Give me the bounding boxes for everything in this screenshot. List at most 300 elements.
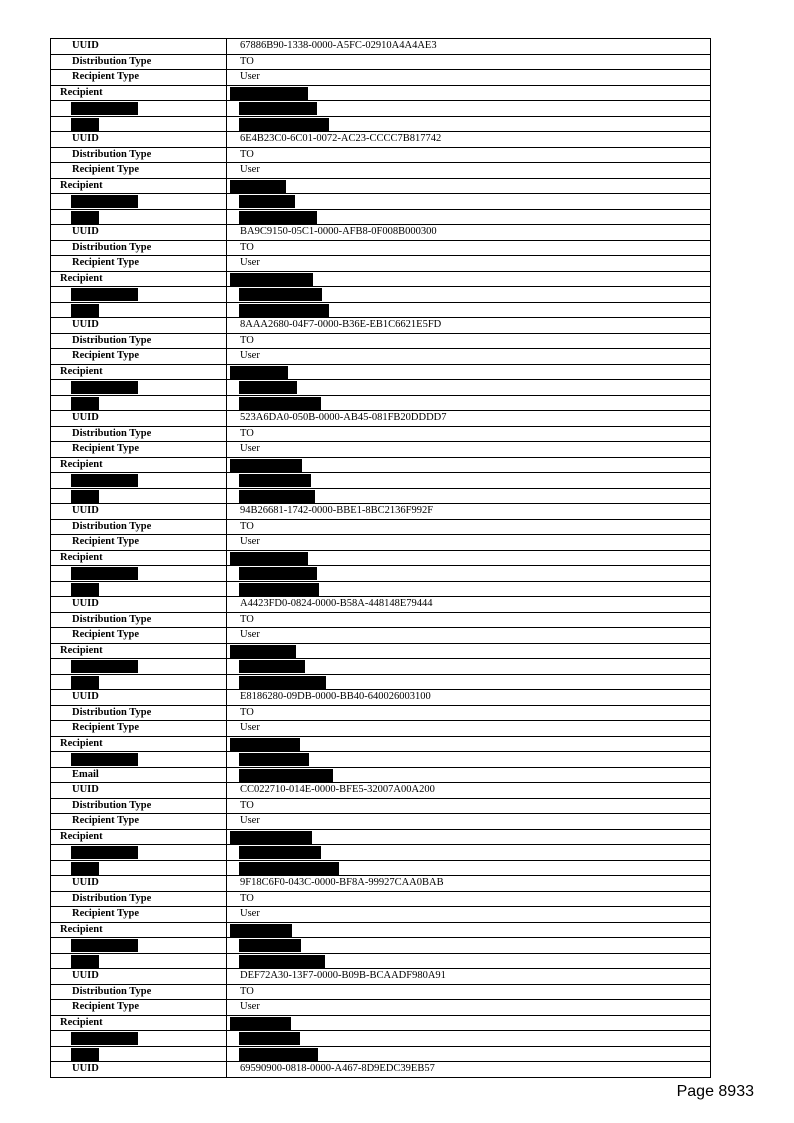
uuid-value: DEF72A30-13F7-0000-B09B-BCAADF980A91 (240, 970, 446, 982)
recipient-label-cell (51, 1015, 227, 1031)
redaction-box (230, 180, 286, 193)
table-row (51, 225, 711, 241)
table-row (51, 736, 711, 752)
uuid-label: UUID (72, 691, 99, 703)
uuid-label: UUID (72, 319, 99, 331)
email-label: Email (72, 768, 99, 780)
table-row (51, 194, 711, 210)
distribution-type-label-cell (51, 612, 227, 628)
redaction-box (239, 102, 317, 115)
redaction-box (230, 366, 288, 379)
redaction-box (71, 583, 99, 596)
redaction-box (71, 474, 138, 487)
table-row (51, 395, 711, 411)
recipient-field-value-cell (227, 659, 711, 675)
recipient-field-value-cell (227, 116, 711, 132)
recipient-type-label: Recipient Type (72, 908, 139, 920)
table-row (51, 132, 711, 148)
recipient-type-label-cell (51, 907, 227, 923)
recipient-field-label-cell (51, 767, 227, 783)
recipient-field-label-cell (51, 1046, 227, 1062)
distribution-type-label: Distribution Type (72, 334, 152, 346)
uuid-value-cell (227, 1062, 711, 1078)
redaction-box (71, 567, 138, 580)
recipient-type-label: Recipient Type (72, 257, 139, 269)
recipient-type-value: User (240, 536, 260, 548)
recipient-field-value-cell (227, 302, 711, 318)
table-row (51, 612, 711, 628)
redaction-box (239, 660, 305, 673)
distribution-type-label-cell (51, 333, 227, 349)
recipient-type-label-cell (51, 349, 227, 365)
distribution-type-label: Distribution Type (72, 55, 152, 67)
distribution-type-label: Distribution Type (72, 985, 152, 997)
recipient-label-cell (51, 271, 227, 287)
uuid-value-cell (227, 39, 711, 55)
table-row (51, 938, 711, 954)
recipient-field-value-cell (227, 752, 711, 768)
redaction-box (71, 304, 99, 317)
table-row (51, 426, 711, 442)
recipient-field-label-cell (51, 302, 227, 318)
uuid-value-cell (227, 504, 711, 520)
table-row (51, 504, 711, 520)
redaction-box (71, 1032, 138, 1045)
distribution-type-value-cell (227, 891, 711, 907)
recipient-value-cell (227, 643, 711, 659)
distribution-type-value: TO (240, 334, 254, 346)
redaction-box (230, 459, 302, 472)
uuid-label-cell (51, 39, 227, 55)
distribution-type-value: TO (240, 241, 254, 253)
redaction-box (239, 862, 339, 875)
uuid-label-cell (51, 690, 227, 706)
table-row (51, 550, 711, 566)
recipient-log-table (50, 38, 711, 1078)
distribution-type-value: TO (240, 892, 254, 904)
uuid-label: UUID (72, 40, 99, 52)
table-row (51, 798, 711, 814)
recipient-type-value: User (240, 257, 260, 269)
table-row (51, 1062, 711, 1078)
table-row (51, 907, 711, 923)
recipient-label: Recipient (60, 458, 103, 470)
redaction-box (71, 490, 99, 503)
recipient-type-label-cell (51, 721, 227, 737)
table-row (51, 767, 711, 783)
redaction-box (239, 955, 325, 968)
recipient-type-value-cell (227, 1000, 711, 1016)
table-row (51, 1046, 711, 1062)
distribution-type-label-cell (51, 891, 227, 907)
uuid-value: 6E4B23C0-6C01-0072-AC23-CCCC7B817742 (240, 133, 442, 145)
uuid-label: UUID (72, 133, 99, 145)
recipient-label-cell (51, 457, 227, 473)
recipient-type-label-cell (51, 1000, 227, 1016)
recipient-type-value: User (240, 164, 260, 176)
table-row (51, 860, 711, 876)
recipient-type-value-cell (227, 70, 711, 86)
table-row (51, 721, 711, 737)
table-row (51, 876, 711, 892)
uuid-value: 69590900-0818-0000-A467-8D9EDC39EB57 (240, 1063, 435, 1075)
redaction-box (230, 924, 292, 937)
redaction-box (230, 87, 308, 100)
table-row (51, 333, 711, 349)
recipient-field-value-cell (227, 209, 711, 225)
recipient-type-label-cell (51, 535, 227, 551)
recipient-type-value-cell (227, 442, 711, 458)
uuid-label-cell (51, 969, 227, 985)
recipient-value-cell (227, 178, 711, 194)
recipient-type-label: Recipient Type (72, 722, 139, 734)
table-row (51, 752, 711, 768)
redaction-box (239, 1032, 300, 1045)
table-row (51, 411, 711, 427)
table-row (51, 457, 711, 473)
distribution-type-label: Distribution Type (72, 706, 152, 718)
table-row (51, 70, 711, 86)
table-row (51, 209, 711, 225)
recipient-value-cell (227, 829, 711, 845)
uuid-label: UUID (72, 226, 99, 238)
recipient-value-cell (227, 271, 711, 287)
recipient-type-label: Recipient Type (72, 629, 139, 641)
distribution-type-value: TO (240, 148, 254, 160)
recipient-field-label-cell (51, 1031, 227, 1047)
recipient-type-label: Recipient Type (72, 443, 139, 455)
recipient-type-label-cell (51, 256, 227, 272)
uuid-value: E8186280-09DB-0000-BB40-640026003100 (240, 691, 431, 703)
recipient-field-label-cell (51, 380, 227, 396)
redaction-box (230, 645, 296, 658)
recipient-type-value: User (240, 908, 260, 920)
uuid-label-cell (51, 876, 227, 892)
distribution-type-label-cell (51, 426, 227, 442)
redaction-box (239, 381, 297, 394)
recipient-label: Recipient (60, 830, 103, 842)
recipient-type-value-cell (227, 163, 711, 179)
redaction-box (71, 660, 138, 673)
distribution-type-value: TO (240, 985, 254, 997)
redaction-box (239, 397, 321, 410)
recipient-type-value-cell (227, 907, 711, 923)
table-row (51, 116, 711, 132)
distribution-type-value-cell (227, 798, 711, 814)
table-row (51, 1031, 711, 1047)
recipient-type-label-cell (51, 814, 227, 830)
recipient-type-label: Recipient Type (72, 350, 139, 362)
table-row (51, 969, 711, 985)
recipient-field-value-cell (227, 395, 711, 411)
redaction-box (239, 567, 317, 580)
recipient-type-value-cell (227, 535, 711, 551)
recipient-field-value-cell (227, 380, 711, 396)
recipient-field-value-cell (227, 101, 711, 117)
recipient-field-label-cell (51, 116, 227, 132)
table-row (51, 845, 711, 861)
table-row (51, 54, 711, 70)
recipient-type-label-cell (51, 163, 227, 179)
table-row (51, 380, 711, 396)
recipient-label: Recipient (60, 923, 103, 935)
table-row (51, 690, 711, 706)
table-row (51, 271, 711, 287)
uuid-value-cell (227, 318, 711, 334)
table-row (51, 643, 711, 659)
uuid-value: 523A6DA0-050B-0000-AB45-081FB20DDDD7 (240, 412, 447, 424)
recipient-label-cell (51, 178, 227, 194)
recipient-field-value-cell (227, 860, 711, 876)
distribution-type-label-cell (51, 705, 227, 721)
uuid-label-cell (51, 411, 227, 427)
redaction-box (239, 118, 329, 131)
recipient-label-cell (51, 364, 227, 380)
recipient-label: Recipient (60, 551, 103, 563)
table-row (51, 318, 711, 334)
uuid-value: A4423FD0-0824-0000-B58A-448148E79444 (240, 598, 433, 610)
redaction-box (71, 118, 99, 131)
table-row (51, 287, 711, 303)
distribution-type-value: TO (240, 55, 254, 67)
recipient-value-cell (227, 1015, 711, 1031)
uuid-label-cell (51, 1062, 227, 1078)
redaction-box (71, 846, 138, 859)
recipient-log-body (51, 39, 711, 1078)
table-row (51, 488, 711, 504)
table-row (51, 535, 711, 551)
table-row (51, 163, 711, 179)
recipient-type-label: Recipient Type (72, 536, 139, 548)
distribution-type-value: TO (240, 706, 254, 718)
distribution-type-value-cell (227, 519, 711, 535)
distribution-type-value-cell (227, 612, 711, 628)
redaction-box (71, 862, 99, 875)
redaction-box (71, 195, 138, 208)
redaction-box (239, 676, 326, 689)
uuid-label-cell (51, 225, 227, 241)
recipient-value-cell (227, 550, 711, 566)
recipient-field-label-cell (51, 194, 227, 210)
distribution-type-label: Distribution Type (72, 241, 152, 253)
table-row (51, 814, 711, 830)
distribution-type-value-cell (227, 333, 711, 349)
distribution-type-label: Distribution Type (72, 427, 152, 439)
redaction-box (239, 1048, 318, 1061)
recipient-label-cell (51, 643, 227, 659)
distribution-type-value-cell (227, 54, 711, 70)
recipient-field-label-cell (51, 860, 227, 876)
recipient-label: Recipient (60, 365, 103, 377)
table-row (51, 953, 711, 969)
redaction-box (230, 273, 313, 286)
recipient-type-value: User (240, 71, 260, 83)
table-row (51, 364, 711, 380)
recipient-label-cell (51, 550, 227, 566)
recipient-field-label-cell (51, 674, 227, 690)
recipient-field-value-cell (227, 287, 711, 303)
recipient-label-cell (51, 829, 227, 845)
uuid-label-cell (51, 597, 227, 613)
distribution-type-value-cell (227, 147, 711, 163)
table-row (51, 349, 711, 365)
distribution-type-value-cell (227, 705, 711, 721)
table-row (51, 147, 711, 163)
table-row (51, 628, 711, 644)
recipient-field-label-cell (51, 473, 227, 489)
table-row (51, 984, 711, 1000)
recipient-label: Recipient (60, 272, 103, 284)
recipient-type-value: User (240, 629, 260, 641)
uuid-value-cell (227, 597, 711, 613)
recipient-value-cell (227, 364, 711, 380)
table-row (51, 39, 711, 55)
uuid-value: 67886B90-1338-0000-A5FC-02910A4A4AE3 (240, 40, 437, 52)
recipient-field-label-cell (51, 752, 227, 768)
recipient-type-value: User (240, 443, 260, 455)
recipient-type-value-cell (227, 256, 711, 272)
uuid-value-cell (227, 969, 711, 985)
distribution-type-label: Distribution Type (72, 520, 152, 532)
recipient-label-cell (51, 736, 227, 752)
redaction-box (230, 1017, 291, 1030)
redaction-box (230, 738, 300, 751)
recipient-field-label-cell (51, 659, 227, 675)
recipient-type-label-cell (51, 70, 227, 86)
redaction-box (71, 753, 138, 766)
recipient-field-label-cell (51, 101, 227, 117)
recipient-field-value-cell (227, 1046, 711, 1062)
recipient-field-label-cell (51, 209, 227, 225)
recipient-field-label-cell (51, 845, 227, 861)
recipient-label: Recipient (60, 644, 103, 656)
distribution-type-label-cell (51, 798, 227, 814)
distribution-type-value-cell (227, 240, 711, 256)
recipient-field-value-cell (227, 953, 711, 969)
redaction-box (239, 583, 319, 596)
redaction-box (239, 490, 315, 503)
recipient-field-label-cell (51, 938, 227, 954)
distribution-type-label-cell (51, 240, 227, 256)
redaction-box (71, 381, 138, 394)
redaction-box (71, 676, 99, 689)
recipient-type-value-cell (227, 721, 711, 737)
recipient-type-label: Recipient Type (72, 71, 139, 83)
redaction-box (239, 288, 322, 301)
uuid-label: UUID (72, 877, 99, 889)
redaction-box (71, 1048, 99, 1061)
recipient-field-value-cell (227, 674, 711, 690)
redaction-box (239, 846, 321, 859)
uuid-label-cell (51, 318, 227, 334)
table-row (51, 705, 711, 721)
recipient-type-label: Recipient Type (72, 815, 139, 827)
distribution-type-value: TO (240, 427, 254, 439)
recipient-field-value-cell (227, 581, 711, 597)
recipient-field-label-cell (51, 395, 227, 411)
uuid-label: UUID (72, 505, 99, 517)
recipient-label: Recipient (60, 737, 103, 749)
recipient-type-value-cell (227, 628, 711, 644)
recipient-field-label-cell (51, 488, 227, 504)
uuid-label-cell (51, 504, 227, 520)
recipient-field-label-cell (51, 287, 227, 303)
recipient-field-label-cell (51, 566, 227, 582)
distribution-type-value: TO (240, 799, 254, 811)
recipient-type-value: User (240, 815, 260, 827)
uuid-value-cell (227, 690, 711, 706)
recipient-type-label: Recipient Type (72, 164, 139, 176)
uuid-label: UUID (72, 784, 99, 796)
redaction-box (71, 397, 99, 410)
redaction-box (239, 769, 333, 782)
table-row (51, 442, 711, 458)
page-number: Page 8933 (676, 1083, 754, 1100)
recipient-field-value-cell (227, 845, 711, 861)
table-row (51, 302, 711, 318)
table-row (51, 519, 711, 535)
redaction-box (230, 552, 308, 565)
recipient-field-value-cell (227, 566, 711, 582)
recipient-field-label-cell (51, 581, 227, 597)
redaction-box (71, 102, 138, 115)
table-row (51, 829, 711, 845)
distribution-type-value: TO (240, 520, 254, 532)
redaction-box (71, 288, 138, 301)
distribution-type-value-cell (227, 984, 711, 1000)
recipient-type-label-cell (51, 442, 227, 458)
distribution-type-label: Distribution Type (72, 799, 152, 811)
table-row (51, 922, 711, 938)
uuid-label: UUID (72, 412, 99, 424)
recipient-type-value-cell (227, 349, 711, 365)
redaction-box (239, 939, 301, 952)
uuid-value-cell (227, 783, 711, 799)
uuid-label: UUID (72, 1063, 99, 1075)
recipient-label-cell (51, 85, 227, 101)
table-row (51, 891, 711, 907)
table-row (51, 473, 711, 489)
redaction-box (239, 474, 311, 487)
redaction-box (71, 939, 138, 952)
uuid-value-cell (227, 132, 711, 148)
uuid-value: 9F18C6F0-043C-0000-BF8A-99927CAA0BAB (240, 877, 444, 889)
distribution-type-label: Distribution Type (72, 613, 152, 625)
distribution-type-label-cell (51, 519, 227, 535)
table-row (51, 581, 711, 597)
recipient-value-cell (227, 922, 711, 938)
recipient-field-value-cell (227, 473, 711, 489)
redaction-box (230, 831, 312, 844)
uuid-label-cell (51, 783, 227, 799)
uuid-value-cell (227, 225, 711, 241)
uuid-value: 8AAA2680-04F7-0000-B36E-EB1C6621E5FD (240, 319, 442, 331)
uuid-label: UUID (72, 970, 99, 982)
recipient-field-value-cell (227, 194, 711, 210)
recipient-type-label-cell (51, 628, 227, 644)
recipient-value-cell (227, 85, 711, 101)
distribution-type-value: TO (240, 613, 254, 625)
recipient-type-value-cell (227, 814, 711, 830)
recipient-type-value: User (240, 350, 260, 362)
distribution-type-label: Distribution Type (72, 148, 152, 160)
uuid-value-cell (227, 411, 711, 427)
table-row (51, 178, 711, 194)
table-row (51, 256, 711, 272)
recipient-label: Recipient (60, 1016, 103, 1028)
recipient-type-label: Recipient Type (72, 1001, 139, 1013)
table-row (51, 674, 711, 690)
